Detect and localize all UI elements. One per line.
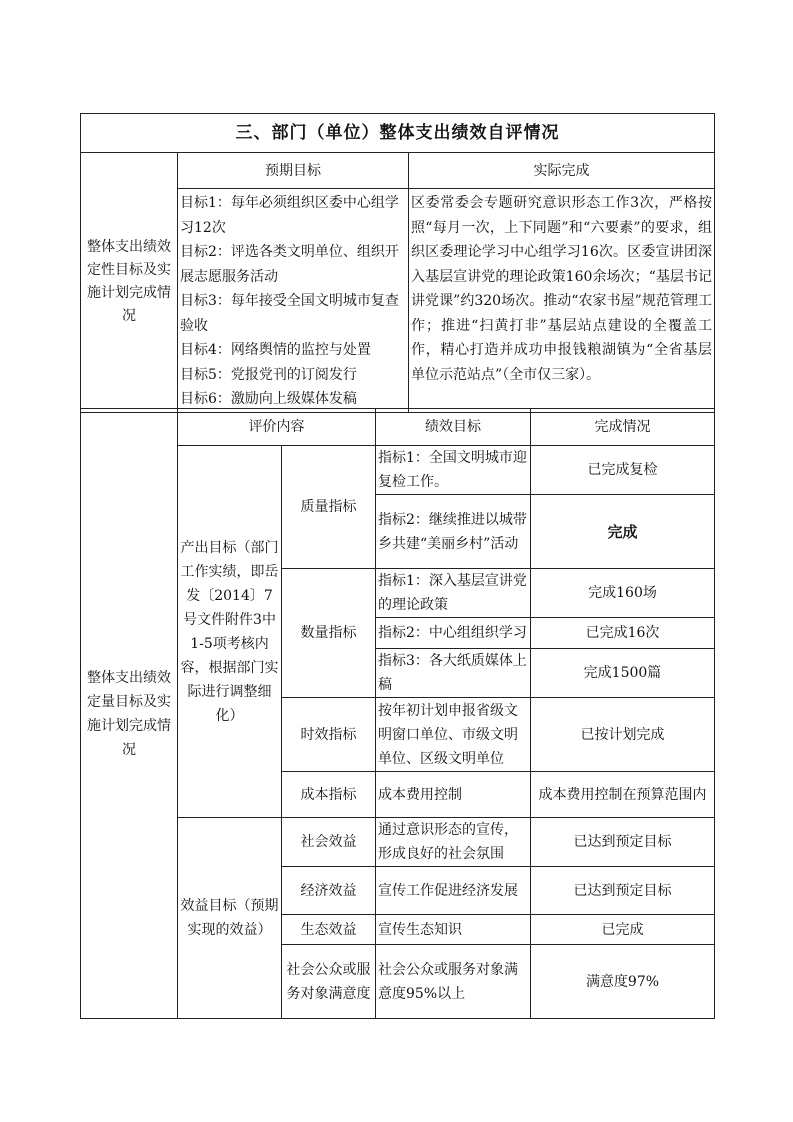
status: 完成160场 [531,569,715,618]
status: 完成1500篇 [531,649,715,698]
status: 已按计划完成 [531,698,715,772]
status: 满意度97% [531,945,715,1019]
category-timeliness: 时效指标 [282,698,376,772]
qualitative-table [80,113,715,413]
target: 社会公众或服务对象满意度95%以上 [376,945,531,1019]
header-expected: 预期目标 [178,153,409,189]
goal-3: 目标3：每年接受全国文明城市复查验收 [180,293,399,334]
category-satisfaction: 社会公众或服务对象满意度 [282,945,376,1019]
category-economic: 经济效益 [282,867,376,915]
status: 已达到预定目标 [531,867,715,915]
status: 成本费用控制在预算范围内 [531,772,715,818]
section-title: 三、部门（单位）整体支出绩效自评情况 [81,114,715,153]
status: 已完成16次 [531,618,715,649]
target: 指标2：中心组组织学习 [376,618,531,649]
target: 宣传生态知识 [376,915,531,945]
target: 指标3：各大纸质媒体上稿 [376,649,531,698]
category-quantity: 数量指标 [282,569,376,698]
category-ecological: 生态效益 [282,915,376,945]
category-social: 社会效益 [282,818,376,867]
target: 通过意识形态的宣传，形成良好的社会氛围 [376,818,531,867]
header-actual: 实际完成 [409,153,715,189]
benefit-label: 效益目标（预期实现的效益） [178,818,282,1019]
header-target: 绩效目标 [376,409,531,446]
target: 按年初计划申报省级文明窗口单位、市级文明单位、区级文明单位 [376,698,531,772]
target: 指标1：深入基层宣讲党的理论政策 [376,569,531,618]
target: 指标1：全国文明城市迎复检工作。 [376,446,531,495]
target: 成本费用控制 [376,772,531,818]
goal-4: 目标4：网络舆情的监控与处置 [180,342,371,358]
status: 已完成 [531,915,715,945]
goal-1: 目标1：每年必须组织区委中心组学习12次 [180,195,399,236]
quantitative-table [80,408,715,1019]
output-label: 产出目标（部门工作实绩，即岳发〔2014〕7号文件附件3中1-5项考核内容，根据部门实际进行调整细化） [178,446,282,818]
goal-5: 目标5：党报党刊的订阅发行 [180,366,357,383]
category-cost: 成本指标 [282,772,376,818]
actual-completion: 区委常委会专题研究意识形态工作3次，严格按照“每月一次，上下同题”和“六要素”的要求，组织区委理论学习中心组学习16次。区委宣讲团深入基层宣讲党的理论政策160余场次；“基层书记讲党课”约320场次。推动“农家书屋”规范管理工作；推进“扫黄打非”基层站点建设的全覆盖工作，精心打造并成功申报钱粮湖镇为“全省基层单位示范站点”（全市仅三家）。 [409,189,715,413]
quantitative-label: 整体支出绩效定量目标及实施计划完成情况 [81,409,178,1019]
goal-2: 目标2：评选各类文明单位、组织开展志愿服务活动 [180,244,399,285]
header-content: 评价内容 [178,409,376,446]
target: 宣传工作促进经济发展 [376,867,531,915]
status: 已完成复检 [531,446,715,495]
status: 完成 [531,495,715,569]
expected-goals [178,189,409,413]
goal-6: 目标6：激励向上级媒体发稿 [180,391,357,407]
header-status: 完成情况 [531,409,715,446]
target: 指标2：继续推进以城带乡共建“美丽乡村”活动 [376,495,531,569]
category-quality: 质量指标 [282,446,376,569]
qualitative-label: 整体支出绩效定性目标及实施计划完成情况 [81,153,178,413]
status: 已达到预定目标 [531,818,715,867]
